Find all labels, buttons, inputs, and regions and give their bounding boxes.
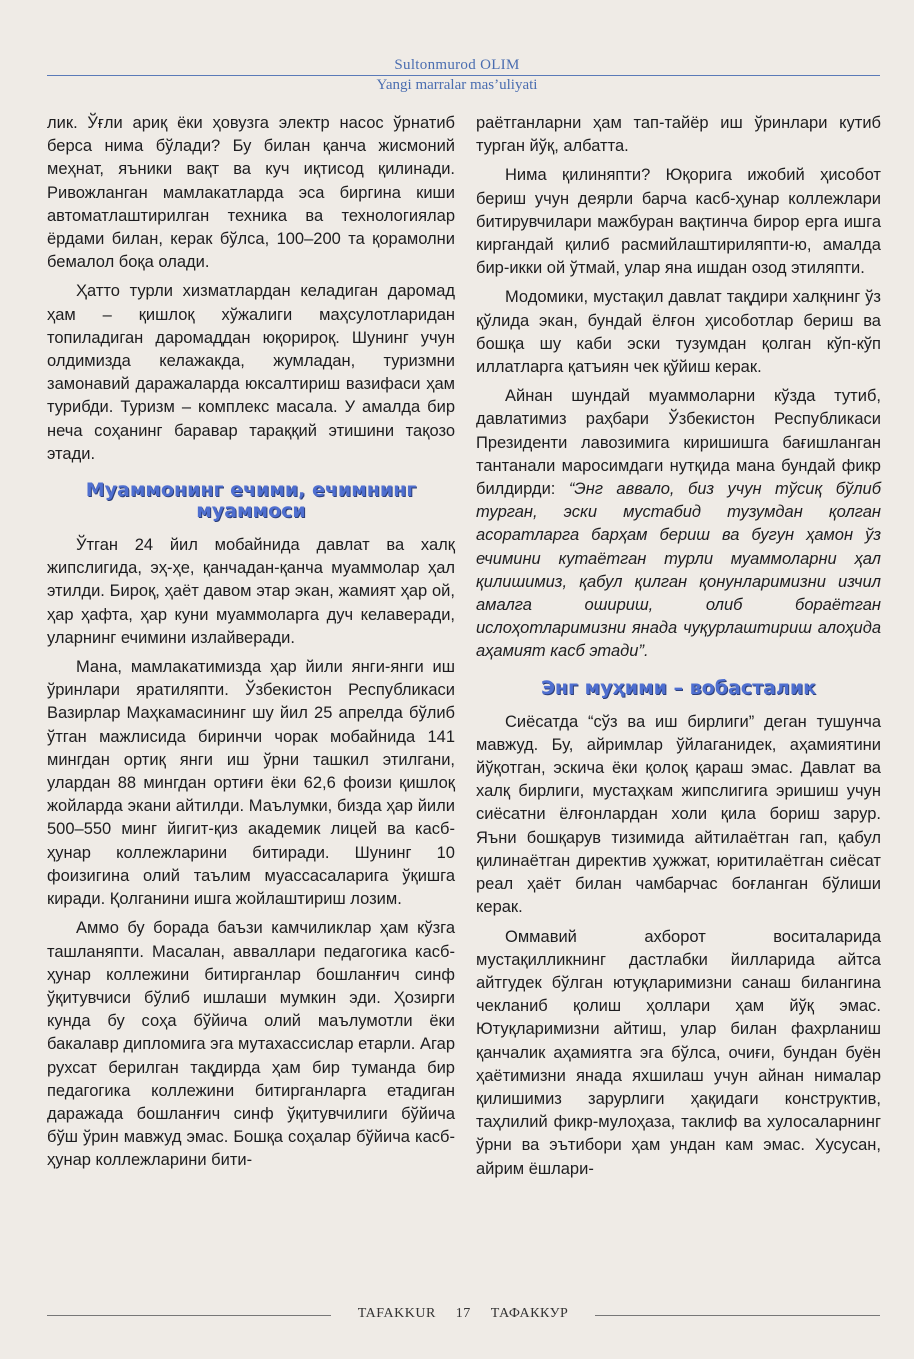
footer-magazine-latin: TAFAKKUR: [357, 1306, 436, 1321]
section-heading: Энг муҳими – вобасталик: [540, 676, 817, 699]
footer-label: [343, 1306, 583, 1322]
paragraph-with-quote: [476, 385, 881, 663]
right-column: [476, 112, 881, 1187]
footer-rule-right: [595, 1315, 880, 1316]
header-subtitle: Yangi marralar mas’uliyati: [376, 77, 538, 93]
paragraph: Нима қилиняпти? Юқорига ижобий ҳисобот бериш учун деярли барча касб-ҳунар коллежлари битирувчилари мажбуран вақтинча бирор ерга ишга киргандай қилиб расмийлаштириляпти-ю, амалда бир-икки ой ўтмай, улар яна ишдан озод этиляпти.: [476, 166, 881, 278]
paragraph: Модомики, мустақил давлат тақдири халқнинг ўз қўлида экан, бундай ёлғон ҳисоботлар бериш ва бошқа шу каби эски тузумдан қолган кўп-кўп иллатларга қатъиян чек қўйиш керак.: [476, 288, 881, 377]
president-quote: “Энг аввало, биз учун тўсиқ бўлиб турган, эски мустабид тузумдан қолган асоратларга барҳам бериш ва бугун ҳамон ўз ечимини кутаётган турли муаммоларни ҳал қилишимиз, қабул қилган қонунларимизни изчил амалга ошириш, олиб бораётган ислоҳотларимизни янада чуқурлаштириш алоҳида аҳамият касб этади”.: [476, 480, 882, 661]
header-rule: [47, 75, 880, 76]
left-column: [47, 112, 455, 1179]
section-heading: Муаммонинг ечими, ечимнинг муаммоси: [85, 479, 417, 523]
page-number: 17: [455, 1306, 471, 1321]
paragraph: Ҳатто турли хизматлардан келадиган даромад ҳам – қишлоқ хўжалиги маҳсулотларидан топиладиган даромаддан юқорироқ. Шунинг учун олдимизда келажакда, жумладан, туризмни замонавий даражаларда юксалтириш вазифаси ҳам турибди. Туризм – комплекс масала. У амалда бир неча соҳанинг баравар тараққий этишини тақозо этади.: [47, 282, 455, 463]
page-footer: [47, 1306, 880, 1324]
paragraph: Оммавий ахборот воситаларида мустақилликнинг дастлабки йилларида айтса айтгудек бўлган ютуқларимизни санаш билангина чекланиб қолиш ҳоллари ҳам йўқ эмас. Ютуқларимизни айтиш, улар билан фахрланиш қанчалик аҳамиятга эга бўлса, очиғи, бундан буён ҳаётимизни янада яхшилаш учун айнан нималар қилишимиз зарурлиги ҳақидаги конструктив, таҳлилий фикр-мулоҳаза, таклиф ва хулосаларнинг ўрни ва эътибори ҳам ундан кам эмас. Хусусан, айрим ёшлари-: [476, 927, 881, 1178]
footer-rule-left: [47, 1315, 331, 1316]
paragraph-text: Айнан шундай муаммоларни кўзда тутиб, давлатимиз раҳбари Ўзбекистон Республикаси Президенти лавозимига киришишга бағишланган тантанали маросимдаги нутқида мана бундай фикр билдирди:: [476, 387, 881, 499]
paragraph: Сиёсатда “сўз ва иш бирлиги” деган тушунча мавжуд. Бу, айримлар ўйлаганидек, аҳамиятини йўқотган, эскича ёки қолоқ қараш эмас. Давлат ва халқ бирлиги, мустаҳкам жипслигига эришиш учун сиёсатни ёлғонлардан холи қила бориш зарур. Яъни бошқарув тизимида айтилаётган гап, қабул қилинаётган директив ҳужжат, юритилаётган сиёсат реал ҳаёт билан чамбарчас боғланган бўлиши керак.: [476, 712, 881, 917]
paragraph: раётганларни ҳам тап-тайёр иш ўринлари кутиб турган йўқ, албатта.: [476, 114, 881, 156]
paragraph: лик. Ўғли ариқ ёки ҳовузга электр насос ўрнатиб берса нима бўлади? Бу билан қанча жисмоний меҳнат, яъники вақт ва куч иқтисод қилинади. Ривожланган мамлакатларда эса биргина киши автоматлаштирилган техника ва технологиялар ёрдами билан, керак бўлса, 100–200 та қорамолни бемалол боқа олади.: [47, 114, 455, 272]
running-header: [0, 56, 914, 94]
footer-magazine-cyrillic: ТАФАККУР: [490, 1306, 569, 1321]
paragraph: Мана, мамлакатимизда ҳар йили янги-янги иш ўринлари яратиляпти. Ўзбекистон Республикаси Вазирлар Маҳкамасининг шу йил 25 апрелда бўлиб ўтган мажлисида биринчи чорак мобайнида 141 мингдан ортиқ янги иш ўрни ташкил этилгани, улардан 88 мингдан ортиғи ёки 62,6 фоизи қишлоқ жойларда экани айтилди. Маълумки, бизда ҳар йили 500–550 минг йигит-қиз академик лицей ва касб-ҳунар коллежларини битиради. Шунинг 10 фоизигина олий таълим муассасаларига ўқишга киради. Қолганини ишга жойлаштириш лозим.: [47, 658, 455, 909]
paragraph: Ўтган 24 йил мобайнида давлат ва халқ жипслигида, эҳ-ҳе, қанчадан-қанча муаммолар ҳал этилди. Бироқ, ҳаёт давом этар экан, жамият ҳар ой, ҳар ҳафта, ҳар куни муаммоларга дуч келаверади, уларнинг ечимини излайверади.: [47, 536, 455, 647]
paragraph: Аммо бу борада баъзи камчиликлар ҳам кўзга ташланяпти. Масалан, авваллари педагогика касб-ҳунар коллежини битирганлар бошланғич синф ўқитувчиси бўлиб ишлаши мумкин эди. Ҳозирги кунда бу соҳа бўйича олий маълумотли ёки бакалавр дипломига эга мутахассислар етарли. Агар рухсат берилган тақдирда ҳам бир туманда бир педагогика коллежини битирганларга етадиган даражада бошланғич синф ўқитувчилиги бўйича бўш ўрин мавжуд эмас. Бошқа соҳалар бўйича касб-ҳунар коллежларини бити-: [47, 919, 455, 1170]
header-author: Sultonmurod OLIM: [394, 57, 520, 73]
